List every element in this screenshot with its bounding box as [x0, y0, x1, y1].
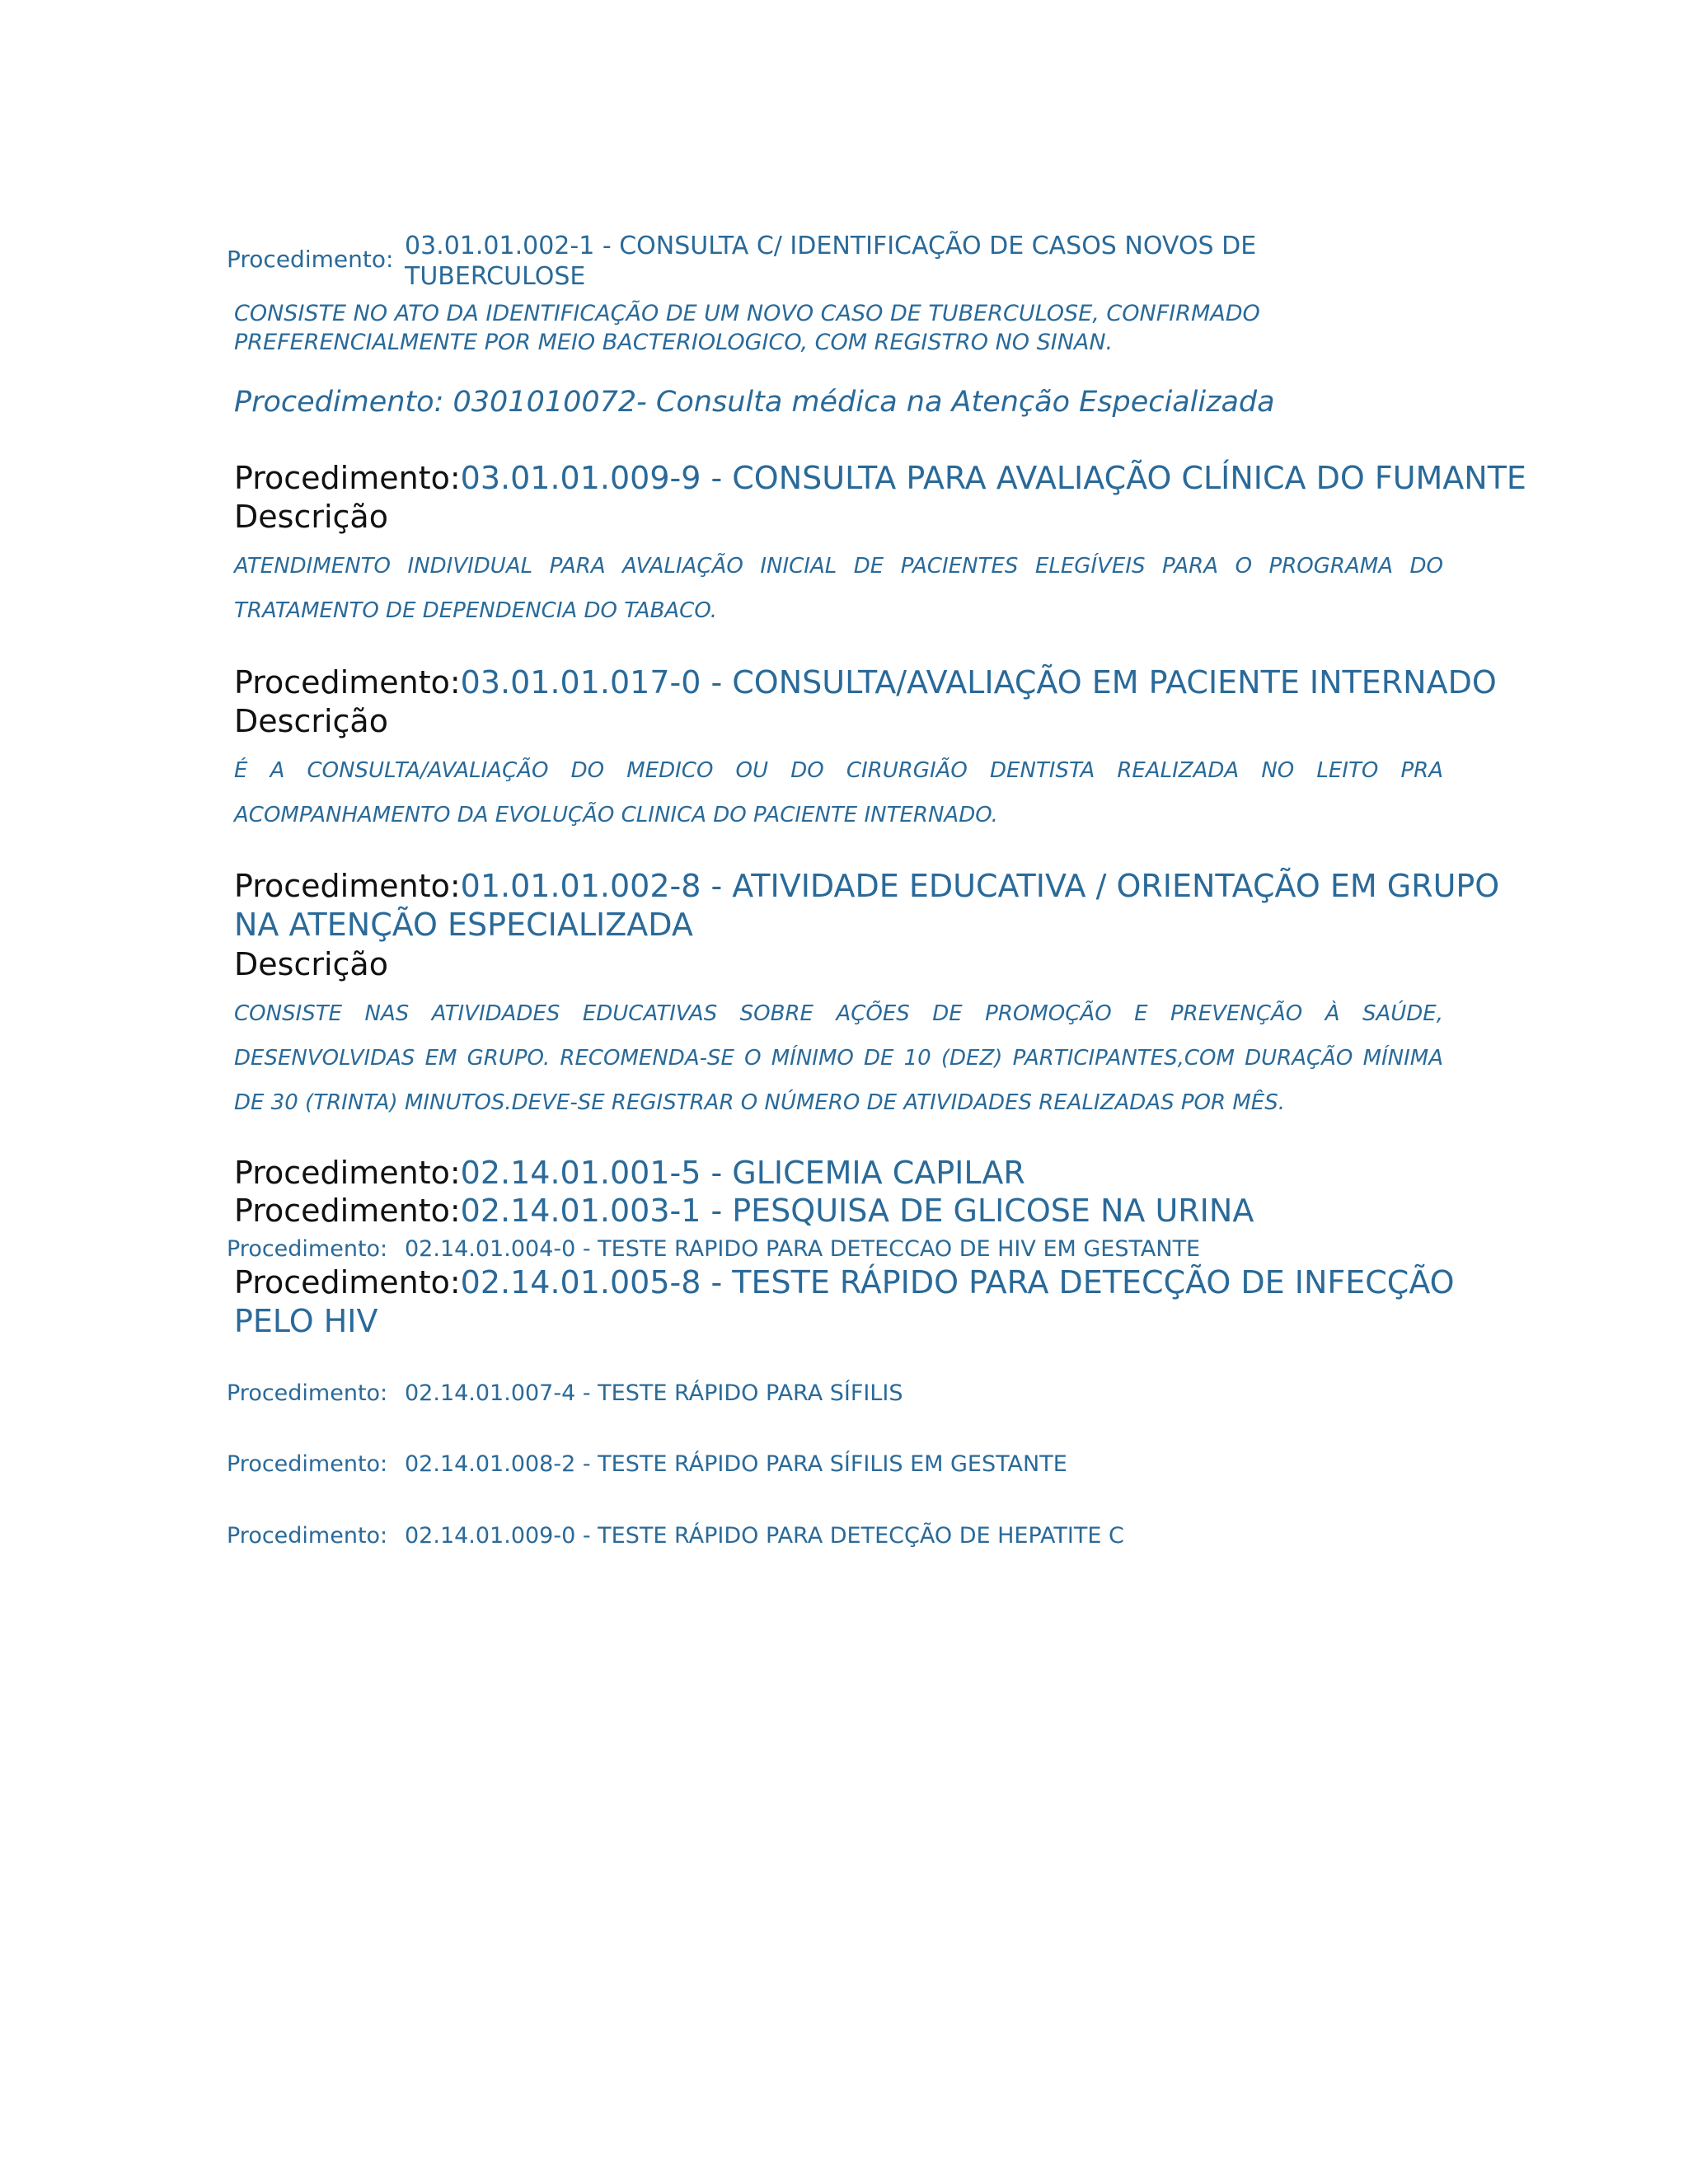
procedure-title: 01.01.01.002-8 - ATIVIDADE EDUCATIVA / ORIENTAÇÃO EM GRUPO [460, 868, 1500, 904]
procedure-6 [234, 1154, 1025, 1193]
procedure-title: 02.14.01.007-4 - TESTE RÁPIDO PARA SÍFILIS [405, 1380, 903, 1406]
procedure-label: Procedimento: [234, 868, 461, 904]
procedure-5: Procedimento:01.01.01.002-8 - ATIVIDADE EDUCATIVA / ORIENTAÇÃO EM GRUPO NA ATENÇÃO ESPECIALIZADA [234, 868, 1500, 943]
procedure-title: 02.14.01.005-8 - TESTE RÁPIDO PARA DETECÇÃO DE INFECÇÃO [460, 1264, 1455, 1301]
procedure-3-description-heading: Descrição [234, 499, 388, 535]
procedure-title: 03.01.01.009-9 - CONSULTA PARA AVALIAÇÃO CLÍNICA DO FUMANTE [460, 460, 1526, 496]
procedure-label: Procedimento: [234, 1193, 461, 1229]
procedure-1-description: CONSISTE NO ATO DA IDENTIFICAÇÃO DE UM NOVO CASO DE TUBERCULOSE, CONFIRMADO PREFERENCIALMENTE POR MEIO BACTERIOLOGICO, COM REGISTRO NO SINAN. [234, 301, 1260, 355]
procedure-label: Procedimento: [227, 1236, 388, 1262]
procedure-title: 02.14.01.004-0 - TESTE RAPIDO PARA DETECCAO DE HIV EM GESTANTE [405, 1236, 1201, 1262]
procedure-title: 02.14.01.003-1 - PESQUISA DE GLICOSE NA URINA [460, 1193, 1254, 1229]
procedure-label: Procedimento: [227, 1523, 388, 1549]
procedure-11 [227, 1451, 1067, 1479]
procedure-title: 03.01.01.002-1 - CONSULTA C/ IDENTIFICAÇÃO DE CASOS NOVOS DE TUBERCULOSE [405, 232, 1257, 291]
procedure-title: 02.14.01.001-5 - GLICEMIA CAPILAR [460, 1155, 1025, 1191]
procedure-3 [234, 459, 1526, 498]
procedure-title: 02.14.01.009-0 - TESTE RÁPIDO PARA DETECÇÃO DE HEPATITE C [405, 1523, 1124, 1549]
procedure-4-description-heading: Descrição [234, 703, 388, 739]
procedure-label: Procedimento: [234, 664, 461, 701]
procedure-4-description: É A CONSULTA/AVALIAÇÃO DO MEDICO OU DO CIRURGIÃO DENTISTA REALIZADA NO LEITO PRA ACOMPANHAMENTO DA EVOLUÇÃO CLINICA DO PACIENTE INTERNADO. [234, 758, 1443, 827]
procedure-2: Procedimento: 0301010072- Consulta médica na Atenção Especializada [234, 386, 1275, 419]
procedure-10 [227, 1380, 903, 1408]
procedure-label: Procedimento: [227, 246, 394, 273]
procedure-12 [227, 1522, 1124, 1550]
procedure-label: Procedimento: [234, 1264, 461, 1301]
procedure-9: Procedimento:02.14.01.005-8 - TESTE RÁPIDO PARA DETECÇÃO DE INFECÇÃO PELO HIV [234, 1264, 1455, 1339]
procedure-label: Procedimento: [227, 1380, 388, 1406]
procedure-5-description: CONSISTE NAS ATIVIDADES EDUCATIVAS SOBRE AÇÕES DE PROMOÇÃO E PREVENÇÃO À SAÚDE, DESENVOLVIDAS EM GRUPO. RECOMENDA-SE O MÍNIMO DE 10 (DEZ) PARTICIPANTES,COM DURAÇÃO MÍNIMA DE 30 (TRINTA) MINUTOS.DEVE-SE REGISTRAR O NÚMERO DE ATIVIDADES REALIZADAS POR MÊS. [234, 1001, 1443, 1115]
procedure-3-description: ATENDIMENTO INDIVIDUAL PARA AVALIAÇÃO INICIAL DE PACIENTES ELEGÍVEIS PARA O PROGRAMA DO TRATAMENTO DE DEPENDENCIA DO TABACO. [234, 554, 1443, 623]
procedure-7 [234, 1192, 1254, 1230]
procedure-title: 03.01.01.017-0 - CONSULTA/AVALIAÇÃO EM PACIENTE INTERNADO [460, 664, 1497, 701]
procedure-label: Procedimento: [227, 1451, 388, 1477]
procedure-4 [234, 663, 1497, 702]
procedure-title: 02.14.01.008-2 - TESTE RÁPIDO PARA SÍFILIS EM GESTANTE [405, 1451, 1067, 1477]
procedure-label: Procedimento: [234, 460, 461, 496]
procedure-5-description-heading: Descrição [234, 946, 388, 982]
procedure-label: Procedimento: [234, 1155, 461, 1191]
procedure-8 [227, 1235, 1200, 1263]
